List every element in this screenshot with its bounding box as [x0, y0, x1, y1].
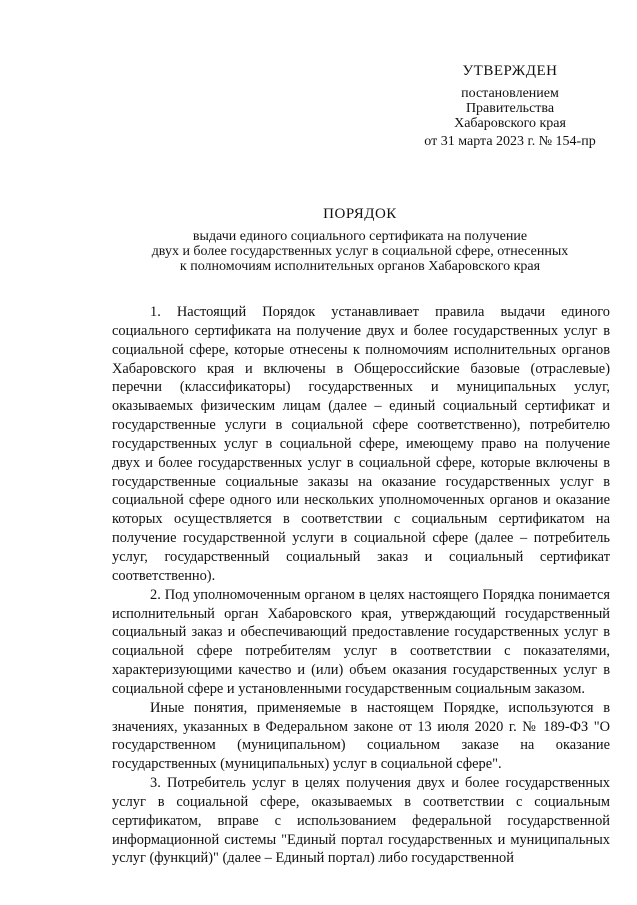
paragraph-3: Иные понятия, применяемые в настоящем Порядке, используются в значениях, указанных в Федеральном законе от 13 июля 2020 г. № 189-ФЗ "О государственном (муниципальном) социальном заказе на оказание государственных (муниципальных) услуг в социальной сфере". — [112, 699, 610, 773]
paragraph-4: 3. Потребитель услуг в целях получения двух и более государственных услуг в социальной сфере, оказываемых в соответствии с социальным сертификатом, вправе с использованием федеральной государственной информационной системы "Единый портал государственных и муниципальных услуг (функций)" (далее – Единый портал) либо государственной — [112, 775, 610, 867]
approval-date: от 31 марта 2023 г. № 154-пр — [424, 134, 596, 149]
paragraph-1: 1. Настоящий Порядок устанавливает правила выдачи единого социального сертификата на получение двух и более государственных услуг в социальной сфере, которые отнесены к полномочиям исполнительных органов Хабаровского края и включены в Общероссийские базовые (отраслевые) перечни (классификаторы) государственных и муниципальных услуг, оказываемых физическим лицам (далее – единый социальный сертификат и государственные услуги в социальной сфере соответственно), потребителю государственных услуг в социальной сфере, имеющему право на получение двух и более государственных услуг в социальной сфере, которые включены в государственные социальные заказы на оказание государственных услуг в социальной сфере одного или нескольких уполномоченных органов и оказание которых осуществляется в соответствии с социальным сертификатом на получение государственной услуги в социальной сфере (далее – потребитель услуг, государственный социальный заказ и социальный сертификат соответственно). — [112, 304, 610, 584]
document-header — [100, 205, 620, 274]
document-body — [112, 303, 610, 868]
document-subtitle-line-2: двух и более государственных услуг в социальной сфере, отнесенных — [151, 244, 569, 259]
approval-line-region: Хабаровского края — [454, 116, 566, 131]
approval-stamp — [395, 62, 625, 151]
document-title: ПОРЯДОК — [323, 206, 397, 222]
document-subtitle-line-3: к полномочиям исполнительных органов Хабаровского края — [179, 259, 541, 274]
approval-title: УТВЕРЖДЕН — [462, 63, 558, 79]
approval-line-resolution: постановлением — [461, 86, 559, 101]
document-subtitle-line-1: выдачи единого социального сертификата на получение — [192, 229, 528, 244]
paragraph-2: 2. Под уполномоченным органом в целях настоящего Порядка понимается исполнительный орган Хабаровского края, утверждающий государственный социальный заказ и обеспечивающий предоставление государственных услуг в социальной сфере потребителям услуг в соответствии с показателями, характеризующими качество и (или) объем оказания государственных услуг в социальной сфере и установленными государственным социальным заказом. — [112, 586, 610, 697]
approval-line-government: Правительства — [465, 101, 555, 116]
